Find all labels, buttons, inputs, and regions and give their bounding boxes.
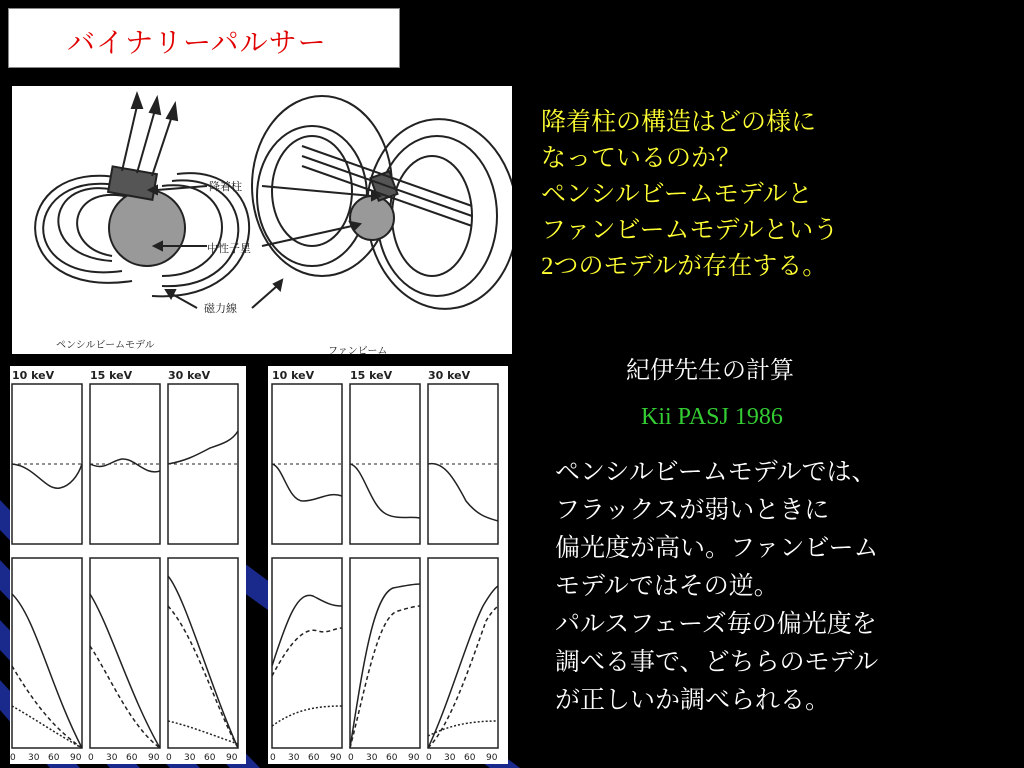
- panel-label-10kev: 10 keV: [12, 369, 55, 382]
- explanation-line: ペンシルビームモデルでは、: [555, 457, 877, 486]
- x-tick-60: 60: [204, 753, 216, 763]
- x-tick-60: 60: [126, 753, 138, 763]
- fan-beam-label: ファンビーム: [328, 346, 388, 354]
- pencil-beam-model-label: ペンシルビームモデル: [56, 340, 155, 351]
- label-arrows: [149, 186, 380, 308]
- x-tick-30: 30: [288, 753, 300, 763]
- model-count-number: 2: [541, 253, 554, 280]
- accretion-column-label: 降着柱: [209, 180, 242, 193]
- panel-label-10kev: 10 keV: [272, 369, 315, 382]
- slide-title: バイナリーパルサー: [67, 26, 327, 59]
- x-tick-0: 0: [426, 753, 432, 763]
- x-tick-30: 30: [184, 753, 196, 763]
- x-tick-90: 90: [330, 753, 342, 763]
- x-tick-90: 90: [408, 753, 420, 763]
- x-tick-60: 60: [308, 753, 320, 763]
- x-tick-60: 60: [464, 753, 476, 763]
- x-tick-0: 0: [88, 753, 94, 763]
- x-tick-60: 60: [48, 753, 60, 763]
- explanation-text: [555, 453, 1015, 719]
- x-tick-30: 30: [444, 753, 456, 763]
- title-box: [8, 8, 400, 68]
- question-last-line: [541, 248, 1011, 285]
- explanation-line: パルスフェーズ毎の偏光度を: [555, 609, 877, 638]
- calc-title: 紀伊先生の計算: [626, 356, 794, 384]
- x-tick-90: 90: [486, 753, 498, 763]
- explanation-line: 調べる事で、どちらのモデル: [555, 647, 879, 676]
- panel-label-15kev: 15 keV: [350, 369, 393, 382]
- x-tick-90: 90: [70, 753, 82, 763]
- pencil-beam-diagram: [35, 94, 249, 296]
- fan-beam-diagram: [252, 96, 512, 315]
- x-tick-30: 30: [106, 753, 118, 763]
- x-tick-0: 0: [270, 753, 276, 763]
- x-tick-30: 30: [28, 753, 40, 763]
- x-tick-0: 0: [348, 753, 354, 763]
- explanation-line: フラックスが弱いときに: [555, 495, 830, 524]
- x-tick-0: 0: [10, 753, 16, 763]
- x-tick-90: 90: [148, 753, 160, 763]
- question-line: 降着柱の構造はどの様に: [541, 107, 817, 136]
- neutron-star-label: 中性子星: [207, 242, 251, 255]
- magnetic-field-label: 磁力線: [204, 302, 237, 315]
- pencil-beam-plots: [10, 366, 246, 764]
- fan-beam-plots: [268, 366, 508, 764]
- explanation-line: 偏光度が高い。ファンビーム: [555, 533, 879, 562]
- x-tick-60: 60: [386, 753, 398, 763]
- question-last-line-rest: つのモデルが存在する。: [553, 251, 828, 280]
- question-text: [541, 104, 1011, 285]
- reference-citation: Kii PASJ 1986: [641, 404, 783, 430]
- x-tick-0: 0: [166, 753, 172, 763]
- panel-label-15kev: 15 keV: [90, 369, 133, 382]
- explanation-line: が正しいか調べられる。: [555, 685, 831, 714]
- panel-label-30kev: 30 keV: [428, 369, 471, 382]
- explanation-line: モデルではその逆。: [555, 571, 779, 600]
- beam-model-figure: [12, 86, 512, 354]
- question-line: なっているのか？: [541, 143, 742, 172]
- panel-label-30kev: 30 keV: [168, 369, 211, 382]
- x-tick-30: 30: [366, 753, 378, 763]
- question-line: ファンビームモデルという: [541, 215, 839, 244]
- question-line: ペンシルビームモデルと: [541, 179, 813, 208]
- x-tick-90: 90: [226, 753, 238, 763]
